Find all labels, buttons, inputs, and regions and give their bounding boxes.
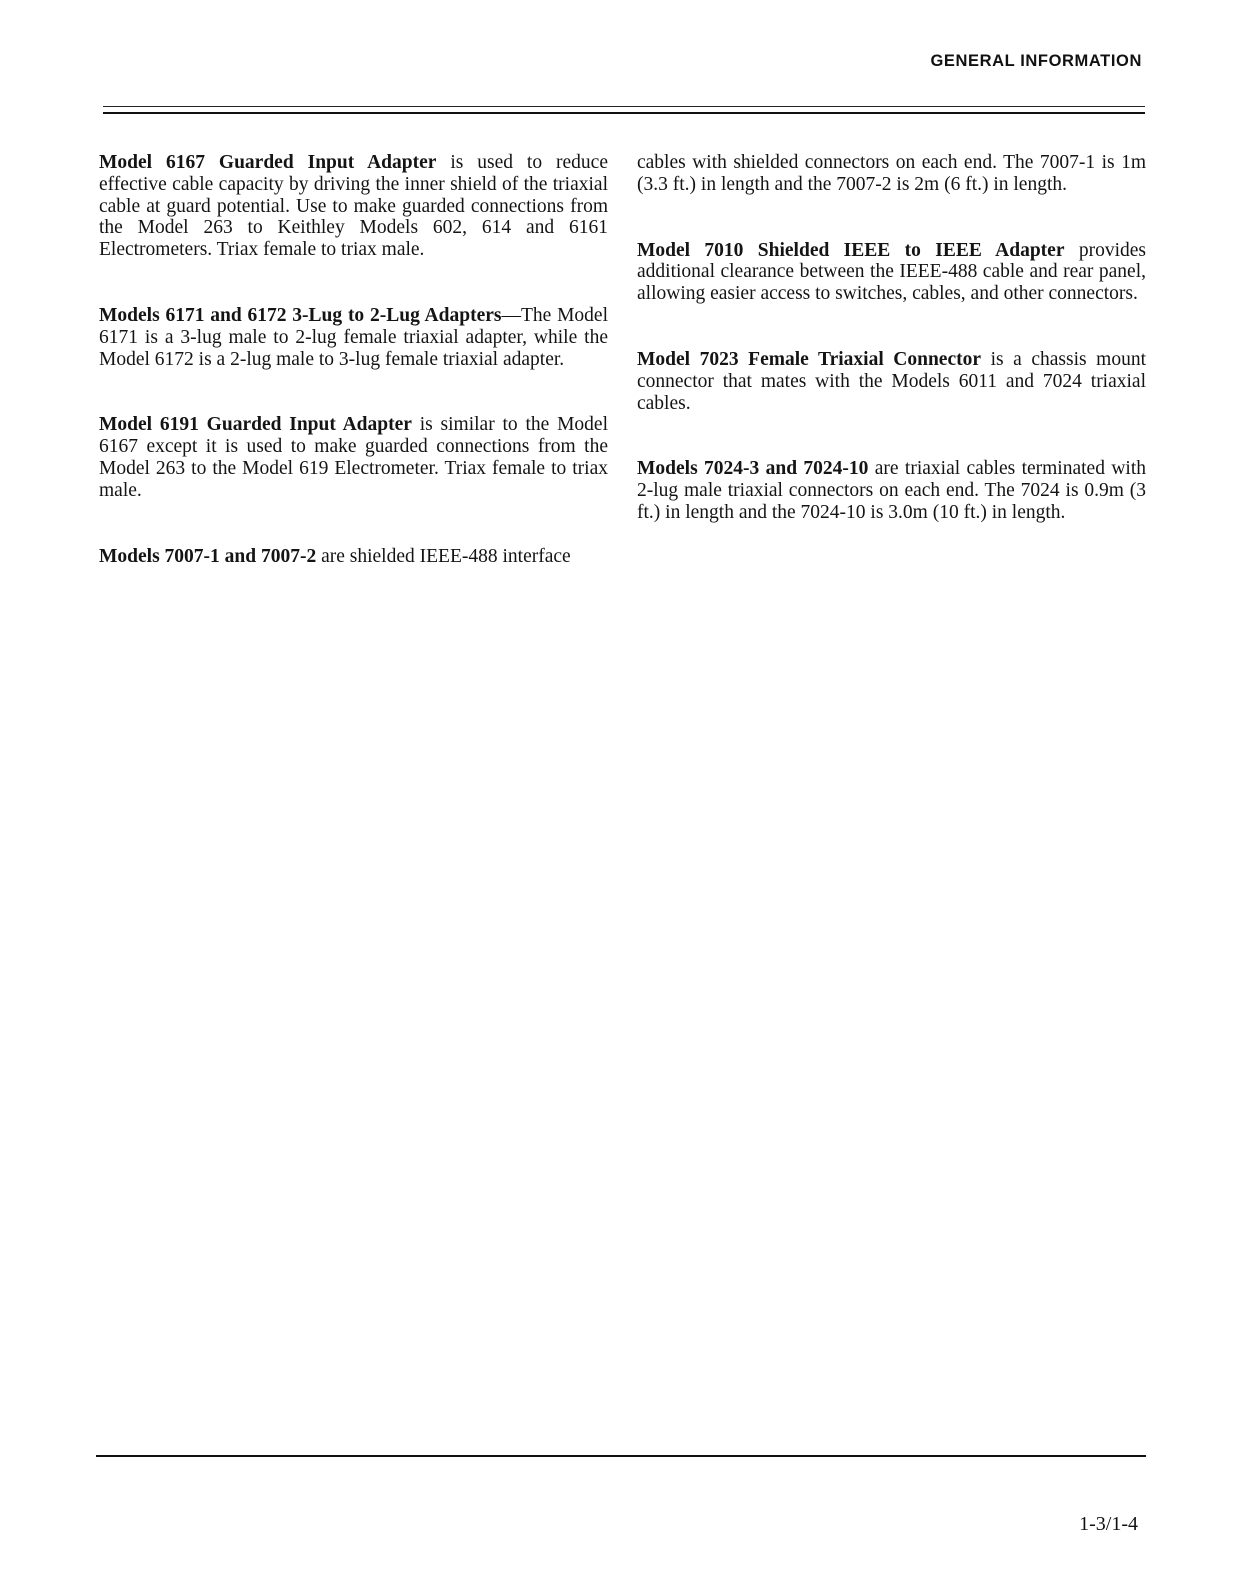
paragraph-text: is similar to the Model 6167 except it is used to make guarded connections from the Model 263 to the Model 619 Electrometer. Triax female to triax male. [99,414,608,501]
paragraph-model-6191 [99,414,608,501]
footer-rule [96,1455,1146,1457]
paragraph-text: provides additional clearance between the IEEE-488 cable and rear panel, allowing easier access to switches, cables, and other connectors. [637,239,1147,305]
paragraph-text: are shielded IEEE-488 interface [316,545,571,567]
paragraph-text: is used to reduce effective cable capacity by driving the inner shield of the triaxial cable at guard potential. Use to make guarded connections from the Model 263 to Keithley Models 602, 614 and 6161 Electrometers. Triax female to triax male. [99,152,608,261]
paragraph-model-7023 [637,349,1146,414]
paragraph-term: Models 7007-1 and 7007-2 [99,545,317,567]
paragraph-term: Model 6191 Guarded Input Adapter [99,414,412,436]
header-rule-thin [103,106,1145,107]
header-rule-thick [103,112,1145,114]
paragraph-text: —The Model 6171 is a 3-lug male to 2-lug female triaxial adapter, while the Model 6172 is a 2-lug male to 3-lug female triaxial adapter. [99,304,608,370]
left-column [99,152,608,611]
paragraph-models-6171-6172 [99,305,608,370]
paragraph-models-7024 [637,458,1146,523]
paragraph-term: Model 7023 Female Triaxial Connector [637,348,982,370]
right-column [637,152,1146,568]
paragraph-model-7010 [637,240,1146,305]
paragraph-model-6167 [99,152,608,261]
paragraph-term: Model 6167 Guarded Input Adapter [99,152,437,173]
paragraph-models-7007 [99,546,608,568]
paragraph-term: Model 7010 Shielded IEEE to IEEE Adapter [637,239,1065,261]
section-header: GENERAL INFORMATION [930,52,1142,70]
paragraph-models-7007-continued [637,152,1146,196]
page-number: 1-3/1-4 [1079,1513,1138,1535]
paragraph-text: are triaxial cables terminated with 2-lug male triaxial connectors on each end. The 7024 is 0.9m (3 ft.) in length and the 7024-10 is 3.0m (10 ft.) in length. [637,458,1146,523]
paragraph-term: Models 6171 and 6172 3-Lug to 2-Lug Adapters [99,304,502,326]
paragraph-text: is a chassis mount connector that mates with the Models 6011 and 7024 triaxial cables. [637,348,1146,414]
paragraph-term: Models 7024-3 and 7024-10 [637,458,869,480]
paragraph-text: cables with shielded connectors on each end. The 7007-1 is 1m (3.3 ft.) in length and the 7007-2 is 2m (6 ft.) in length. [637,152,1146,195]
